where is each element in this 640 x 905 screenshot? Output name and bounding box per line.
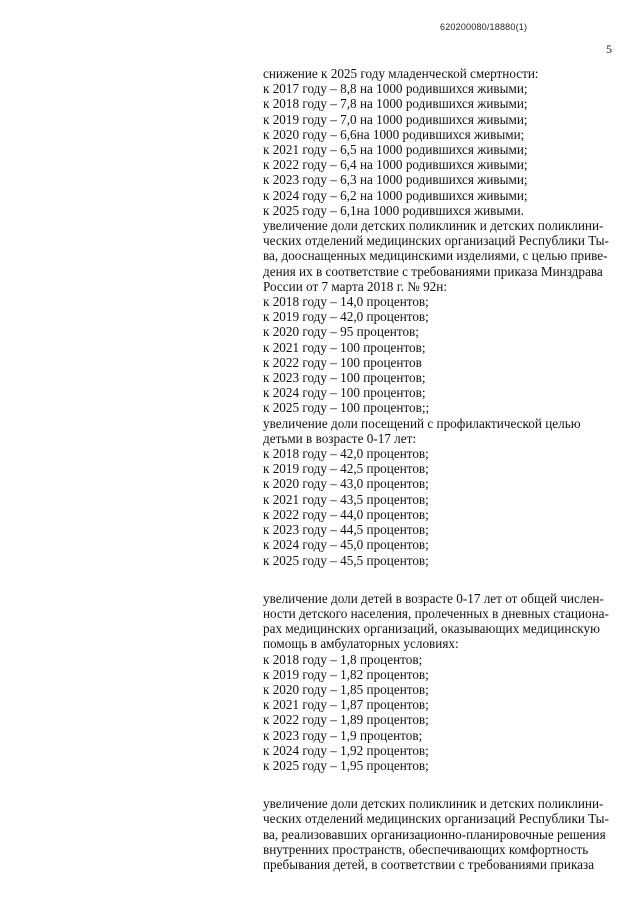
text-line: России от 7 марта 2018 г. № 92н: bbox=[263, 278, 447, 294]
text-line: ности детского населения, пролеченных в дневных стациона- bbox=[263, 605, 609, 621]
text-line: к 2023 году – 44,5 процентов; bbox=[263, 522, 429, 538]
text-line: к 2019 году – 1,82 процентов; bbox=[263, 666, 429, 682]
text-line: к 2024 году – 6,2 на 1000 родившихся живыми; bbox=[263, 187, 528, 203]
section-gap bbox=[263, 773, 615, 796]
text-line: рах медицинских организаций, оказывающих медицинскую bbox=[263, 621, 600, 637]
document-body bbox=[263, 66, 615, 872]
text-line: к 2023 году – 6,3 на 1000 родившихся живыми; bbox=[263, 172, 528, 188]
text-line: к 2025 году – 100 процентов;; bbox=[263, 400, 430, 416]
text-line: к 2022 году – 6,4 на 1000 родившихся живыми; bbox=[263, 157, 528, 173]
page-number: 5 bbox=[606, 42, 612, 56]
text-line: к 2018 году – 1,8 процентов; bbox=[263, 651, 423, 667]
text-line: к 2023 году – 1,9 процентов; bbox=[263, 727, 423, 743]
text-line: к 2020 году – 95 процентов; bbox=[263, 324, 419, 340]
text-line: к 2021 году – 43,5 процентов; bbox=[263, 491, 429, 507]
text-line: увеличение доли посещений с профилактической целью bbox=[263, 415, 581, 431]
text-line: ческих отделений медицинских организаций Республики Ты- bbox=[263, 811, 609, 827]
text-line: снижение к 2025 году младенческой смертности: bbox=[263, 66, 539, 81]
section-1 bbox=[263, 66, 615, 568]
document-id: 620200080/18880(1) bbox=[440, 22, 528, 32]
text-line: увеличение доли детских поликлиник и детских поликлини- bbox=[263, 218, 604, 234]
text-line: к 2024 году – 100 процентов; bbox=[263, 385, 426, 401]
text-line: к 2020 году – 43,0 процентов; bbox=[263, 476, 429, 492]
text-line: к 2021 году – 1,87 процентов; bbox=[263, 697, 429, 713]
section-2 bbox=[263, 591, 615, 773]
text-line: к 2021 году – 100 процентов; bbox=[263, 339, 426, 355]
section-3 bbox=[263, 796, 615, 872]
text-line: к 2022 году – 1,89 процентов; bbox=[263, 712, 429, 728]
text-line: к 2020 году – 6,6на 1000 родившихся живыми; bbox=[263, 126, 525, 142]
text-line: ческих отделений медицинских организаций Республики Ты- bbox=[263, 233, 609, 249]
text-line: к 2024 году – 1,92 процентов; bbox=[263, 742, 429, 758]
text-line: к 2019 году – 42,5 процентов; bbox=[263, 461, 429, 477]
text-line: увеличение доли детей в возрасте 0-17 лет от общей числен- bbox=[263, 590, 604, 606]
text-line: к 2018 году – 7,8 на 1000 родившихся живыми; bbox=[263, 96, 528, 112]
text-line: детьми в возрасте 0-17 лет: bbox=[263, 430, 417, 446]
text-line: к 2025 году – 45,5 процентов; bbox=[263, 552, 429, 568]
text-line: к 2017 году – 8,8 на 1000 родившихся живыми; bbox=[263, 81, 528, 97]
text-line: помощь в амбулаторных условиях: bbox=[263, 636, 459, 652]
text-line: к 2019 году – 7,0 на 1000 родившихся живыми; bbox=[263, 111, 528, 127]
text-line: к 2025 году – 6,1на 1000 родившихся живыми. bbox=[263, 202, 524, 218]
text-line: к 2018 году – 14,0 процентов; bbox=[263, 294, 429, 310]
text-line: внутренних пространств, обеспечивающих комфортность bbox=[263, 841, 589, 857]
text-line: к 2025 году – 1,95 процентов; bbox=[263, 757, 429, 773]
text-line: к 2024 году – 45,0 процентов; bbox=[263, 537, 429, 553]
text-line: увеличение доли детских поликлиник и детских поликлини- bbox=[263, 796, 604, 812]
text-line: ва, реализовавших организационно-планировочные решения bbox=[263, 826, 606, 842]
text-line: к 2023 году – 100 процентов; bbox=[263, 370, 426, 386]
text-line: к 2021 году – 6,5 на 1000 родившихся живыми; bbox=[263, 142, 528, 158]
text-line: к 2022 году – 44,0 процентов; bbox=[263, 506, 429, 522]
text-line: дения их в соответствие с требованиями приказа Минздрава bbox=[263, 263, 603, 279]
text-line: пребывания детей, в соответствии с требованиями приказа bbox=[263, 856, 595, 872]
text-line: к 2022 году – 100 процентов bbox=[263, 354, 422, 370]
text-line: к 2018 году – 42,0 процентов; bbox=[263, 446, 429, 462]
text-line: ва, дооснащенных медицинскими изделиями, с целью приве- bbox=[263, 248, 608, 264]
text-line: к 2020 году – 1,85 процентов; bbox=[263, 681, 429, 697]
text-line: к 2019 году – 42,0 процентов; bbox=[263, 309, 429, 325]
section-gap bbox=[263, 568, 615, 591]
